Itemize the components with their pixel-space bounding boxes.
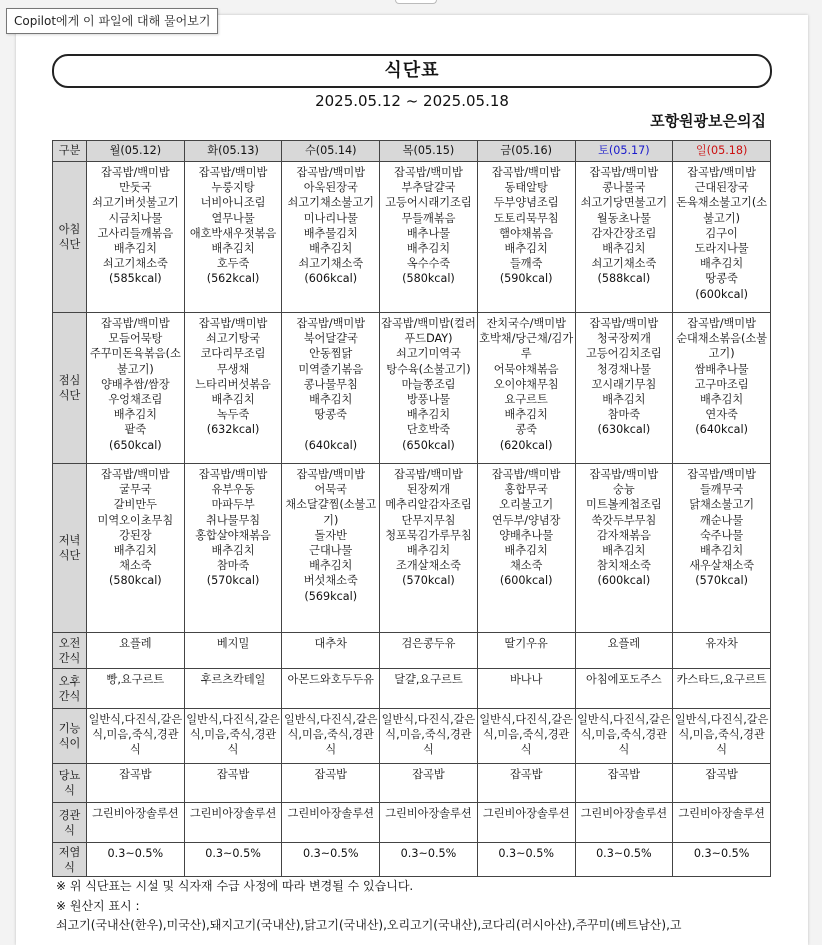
organization-name: 포항원광보은의집: [650, 112, 766, 130]
menu-cell: 그린비아장솔루션: [87, 803, 185, 843]
row-breakfast: [53, 162, 771, 313]
note-line: 쇠고기(국내산(한우),미국산),돼지고기(국내산),닭고기(국내산),오리고기(국내산),코다리(러시아산),주꾸미(베트남산),고: [56, 918, 682, 932]
menu-cell: 잡곡밥/백미밥 근대된장국 돈육채소불고기(소불고기) 김구이 도라지나물 배추김치 땅콩죽 (600kcal): [673, 162, 771, 313]
menu-cell: 카스타드,요구르트: [673, 669, 771, 709]
row-label: 오후 간식: [53, 669, 87, 709]
menu-cell: 베지밀: [184, 633, 282, 669]
row-low-sodium: [53, 843, 771, 877]
row-label: 저염 식: [53, 843, 87, 877]
note-line: ※ 원산지 표시 :: [56, 898, 140, 913]
menu-cell: 잡곡밥/백미밥 어묵국 채소달걀찜(소불고기) 돌자반 근대나물 배추김치 버섯채소죽 (569kcal): [282, 464, 380, 633]
menu-cell: 잡곡밥/백미밥 북어달걀국 안동찜닭 미역줄기볶음 콩나물무침 배추김치 땅콩죽 (640kcal): [282, 313, 380, 464]
menu-cell: 그린비아장솔루션: [282, 803, 380, 843]
day-header: 수(05.14): [282, 141, 380, 162]
day-header-sunday: 일(05.18): [673, 141, 771, 162]
row-label: 아침 식단: [53, 162, 87, 313]
menu-cell: 아몬드와호두두유: [282, 669, 380, 709]
row-lunch: [53, 313, 771, 464]
document-page: [16, 15, 808, 945]
menu-cell: 일반식,다진식,갈은식,미음,죽식,경관식: [575, 709, 673, 764]
menu-cell: 잡곡밥: [282, 764, 380, 803]
menu-cell: 잡곡밥: [184, 764, 282, 803]
table-header-row: [53, 141, 771, 162]
menu-cell: 잡곡밥/백미밥 유부우동 마파두부 취나물무침 홍합살야채볶음 배추김치 참마죽 (570kcal): [184, 464, 282, 633]
meal-plan-table: [52, 140, 771, 877]
menu-cell: 0.3~0.5%: [380, 843, 478, 877]
menu-cell: 일반식,다진식,갈은식,미음,죽식,경관식: [87, 709, 185, 764]
menu-cell: 대추차: [282, 633, 380, 669]
menu-cell: 검은콩두유: [380, 633, 478, 669]
day-header: 목(05.15): [380, 141, 478, 162]
menu-cell: 0.3~0.5%: [282, 843, 380, 877]
menu-cell: 잡곡밥/백미밥 모듬어묵탕 주꾸미돈육볶음(소불고기) 양배추쌈/쌈장 우엉채조림 배추김치 팥죽 (650kcal): [87, 313, 185, 464]
menu-cell: 잡곡밥/백미밥 동태알탕 두부양념조림 도토리묵무침 햄야채볶음 배추김치 들깨죽 (590kcal): [477, 162, 575, 313]
menu-cell: 그린비아장솔루션: [477, 803, 575, 843]
menu-cell: 딸기우유: [477, 633, 575, 669]
menu-cell: 그린비아장솔루션: [673, 803, 771, 843]
day-header-saturday: 토(05.17): [575, 141, 673, 162]
row-label: 오전 간식: [53, 633, 87, 669]
menu-cell: 그린비아장솔루션: [575, 803, 673, 843]
menu-cell: 달걀,요구르트: [380, 669, 478, 709]
menu-cell: 0.3~0.5%: [184, 843, 282, 877]
menu-cell: 바나나: [477, 669, 575, 709]
date-range: 2025.05.12 ~ 2025.05.18: [315, 92, 509, 110]
menu-cell: 아침에포도주스: [575, 669, 673, 709]
menu-cell: 잡곡밥/백미밥 숭늉 미트볼케첩조림 쑥갓두부무침 감자채볶음 배추김치 참치채소죽 (600kcal): [575, 464, 673, 633]
day-header: 금(05.16): [477, 141, 575, 162]
row-afternoon-snack: [53, 669, 771, 709]
menu-cell: 잡곡밥: [477, 764, 575, 803]
menu-cell: 일반식,다진식,갈은식,미음,죽식,경관식: [477, 709, 575, 764]
menu-cell: 잡곡밥/백미밥 콩나물국 쇠고기당면불고기 월동초나물 감자간장조림 배추김치 쇠고기채소죽 (588kcal): [575, 162, 673, 313]
row-diabetic-diet: [53, 764, 771, 803]
menu-cell: 잡곡밥/백미밥 굴무국 갈비만두 미역오이초무침 강된장 배추김치 채소죽 (580kcal): [87, 464, 185, 633]
menu-cell: 잡곡밥: [575, 764, 673, 803]
menu-cell: 0.3~0.5%: [673, 843, 771, 877]
row-functional-diet: [53, 709, 771, 764]
menu-cell: 0.3~0.5%: [87, 843, 185, 877]
footnotes: [56, 877, 681, 936]
row-morning-snack: [53, 633, 771, 669]
menu-cell: 잡곡밥/백미밥 아욱된장국 쇠고기채소불고기 미나리나물 배추물김치 배추김치 쇠고기채소죽 (606kcal): [282, 162, 380, 313]
menu-cell: 0.3~0.5%: [477, 843, 575, 877]
row-dinner: [53, 464, 771, 633]
menu-cell: 잡곡밥/백미밥 홍합무국 오리불고기 연두부/양념장 양배추나물 배추김치 채소죽 (600kcal): [477, 464, 575, 633]
menu-cell: 잡곡밥/백미밥 누룽지탕 너비아니조림 열무나물 애호박새우젓볶음 배추김치 호두죽 (562kcal): [184, 162, 282, 313]
menu-cell: 일반식,다진식,갈은식,미음,죽식,경관식: [184, 709, 282, 764]
menu-cell: 잡곡밥/백미밥 쇠고기탕국 코다리무조림 무생채 느타리버섯볶음 배추김치 녹두죽 (632kcal): [184, 313, 282, 464]
menu-cell: 잡곡밥/백미밥 들깨무국 닭채소불고기 깨순나물 숙주나물 배추김치 새우살채소죽 (570kcal): [673, 464, 771, 633]
copilot-ask-button[interactable]: Copilot에게 이 파일에 대해 물어보기: [6, 8, 218, 34]
menu-cell: 잡곡밥/백미밥 청국장찌개 고등어김치조림 청경채나물 꼬시래기무침 배추김치 참마죽 (630kcal): [575, 313, 673, 464]
header-label: 구분: [53, 141, 87, 162]
window-top-handle[interactable]: [395, 0, 437, 4]
row-label: 점심 식단: [53, 313, 87, 464]
menu-cell: 잡곡밥/백미밥 순대채소볶음(소불고기) 쌈배추나물 고구마조림 배추김치 연자죽 (640kcal): [673, 313, 771, 464]
day-header: 월(05.12): [87, 141, 185, 162]
menu-cell: 그린비아장솔루션: [184, 803, 282, 843]
menu-cell: 잡곡밥: [673, 764, 771, 803]
menu-cell: 요플레: [87, 633, 185, 669]
menu-cell: 일반식,다진식,갈은식,미음,죽식,경관식: [282, 709, 380, 764]
menu-cell: 유자차: [673, 633, 771, 669]
menu-cell: 잡곡밥/백미밥(컬러푸드DAY) 쇠고기미역국 탕수육(소불고기) 마늘쫑조림 방풍나물 배추김치 단호박죽 (650kcal): [380, 313, 478, 464]
menu-cell: 그린비아장솔루션: [380, 803, 478, 843]
menu-cell: 후르츠칵테일: [184, 669, 282, 709]
day-header: 화(05.13): [184, 141, 282, 162]
menu-cell: 잔치국수/백미밥 호박채/당근채/김가루 어묵야채볶음 오이야채무침 요구르트 배추김치 콩죽 (620kcal): [477, 313, 575, 464]
page-title: 식단표: [52, 54, 772, 88]
menu-cell: 잡곡밥/백미밥 만둣국 쇠고기버섯불고기 시금치나물 고사리들깨볶음 배추김치 쇠고기채소죽 (585kcal): [87, 162, 185, 313]
row-label: 기능 식이: [53, 709, 87, 764]
menu-cell: 잡곡밥: [380, 764, 478, 803]
row-label: 당뇨 식: [53, 764, 87, 803]
row-label: 저녁 식단: [53, 464, 87, 633]
menu-cell: 잡곡밥/백미밥 부추달걀국 고등어시래기조림 무들깨볶음 배추나물 배추김치 옥수수죽 (580kcal): [380, 162, 478, 313]
menu-cell: 0.3~0.5%: [575, 843, 673, 877]
menu-cell: 잡곡밥/백미밥 된장찌개 메추리알감자조림 단무지무침 청포묵김가루무침 배추김치 조개살채소죽 (570kcal): [380, 464, 478, 633]
menu-cell: 잡곡밥: [87, 764, 185, 803]
menu-cell: 일반식,다진식,갈은식,미음,죽식,경관식: [380, 709, 478, 764]
note-line: ※ 위 식단표는 시설 및 식자재 수급 사정에 따라 변경될 수 있습니다.: [56, 879, 414, 893]
menu-cell: 요플레: [575, 633, 673, 669]
menu-cell: 일반식,다진식,갈은식,미음,죽식,경관식: [673, 709, 771, 764]
row-label: 경관 식: [53, 803, 87, 843]
row-tube-feeding: [53, 803, 771, 843]
menu-cell: 빵,요구르트: [87, 669, 185, 709]
